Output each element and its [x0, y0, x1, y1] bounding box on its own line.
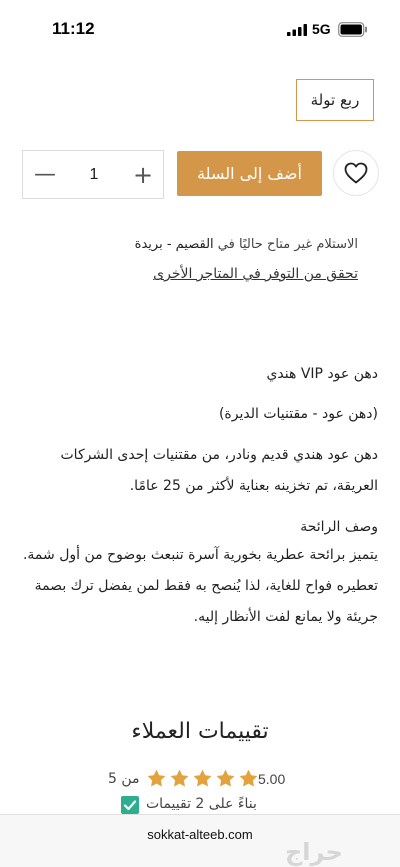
quantity-stepper [22, 150, 164, 199]
product-description-title: دهن عود VIP هندي [266, 366, 378, 382]
product-description-subtitle: (دهن عود - مقتنيات الديرة) [218, 406, 378, 422]
status-bar [0, 0, 400, 56]
pickup-location: القصيم - بريدة [134, 237, 214, 252]
browser-url[interactable]: sokkat-alteeb.com [147, 827, 253, 842]
signal-icon [287, 24, 307, 36]
customer-reviews-title: تقييمات العملاء [131, 719, 269, 744]
scent-description-paragraph: يتميز برائحة عطرية بخورية آسرة تنبعث بوضوح من أول شمة. تعطيره فواح للغاية، لذا يُنصح به فقط لمن يفضل ترك بصمة جريئة ولا يمانع لفت الأنظار إليه. [22, 547, 378, 625]
decrease-quantity-button[interactable]: — [34, 162, 56, 187]
pickup-prefix: الاستلام غير متاح حاليًا في [217, 237, 358, 252]
watermark-logo: حراج [285, 838, 343, 866]
heart-icon [344, 162, 368, 184]
star-icon [238, 768, 259, 789]
verified-check-icon [121, 796, 139, 814]
increase-quantity-button[interactable]: + [132, 160, 154, 189]
star-icon [215, 768, 236, 789]
reviews-count [0, 794, 400, 816]
based-on-reviews-text: بناءً على 2 تقييمات [146, 796, 257, 812]
scent-description-heading: وصف الرائحة [300, 519, 378, 535]
rating-max: من 5 [108, 771, 140, 787]
battery-icon [338, 22, 368, 37]
wishlist-button[interactable] [333, 150, 379, 196]
quantity-input[interactable]: 1 [89, 165, 99, 183]
network-label: 5G [312, 21, 331, 37]
rating-value: 5.00 [258, 771, 286, 787]
star-icon [192, 768, 213, 789]
variant-option-quarter-tola[interactable]: ربع تولة [296, 79, 374, 121]
add-to-cart-button[interactable]: أضف إلى السلة [177, 151, 322, 196]
rating-stars [146, 768, 259, 789]
product-description-paragraph: دهن عود هندي قديم ونادر، من مقتنيات إحدى الشركات العريقة، تم تخزينه بعناية لأكثر من 25 عامًا. [60, 447, 378, 494]
status-time: 11:12 [52, 19, 95, 38]
rating-summary [0, 766, 400, 792]
check-availability-link[interactable]: تحقق من التوفر في المتاجر الأخرى [153, 266, 358, 282]
star-icon [169, 768, 190, 789]
star-icon [146, 768, 167, 789]
pickup-status [135, 237, 358, 252]
